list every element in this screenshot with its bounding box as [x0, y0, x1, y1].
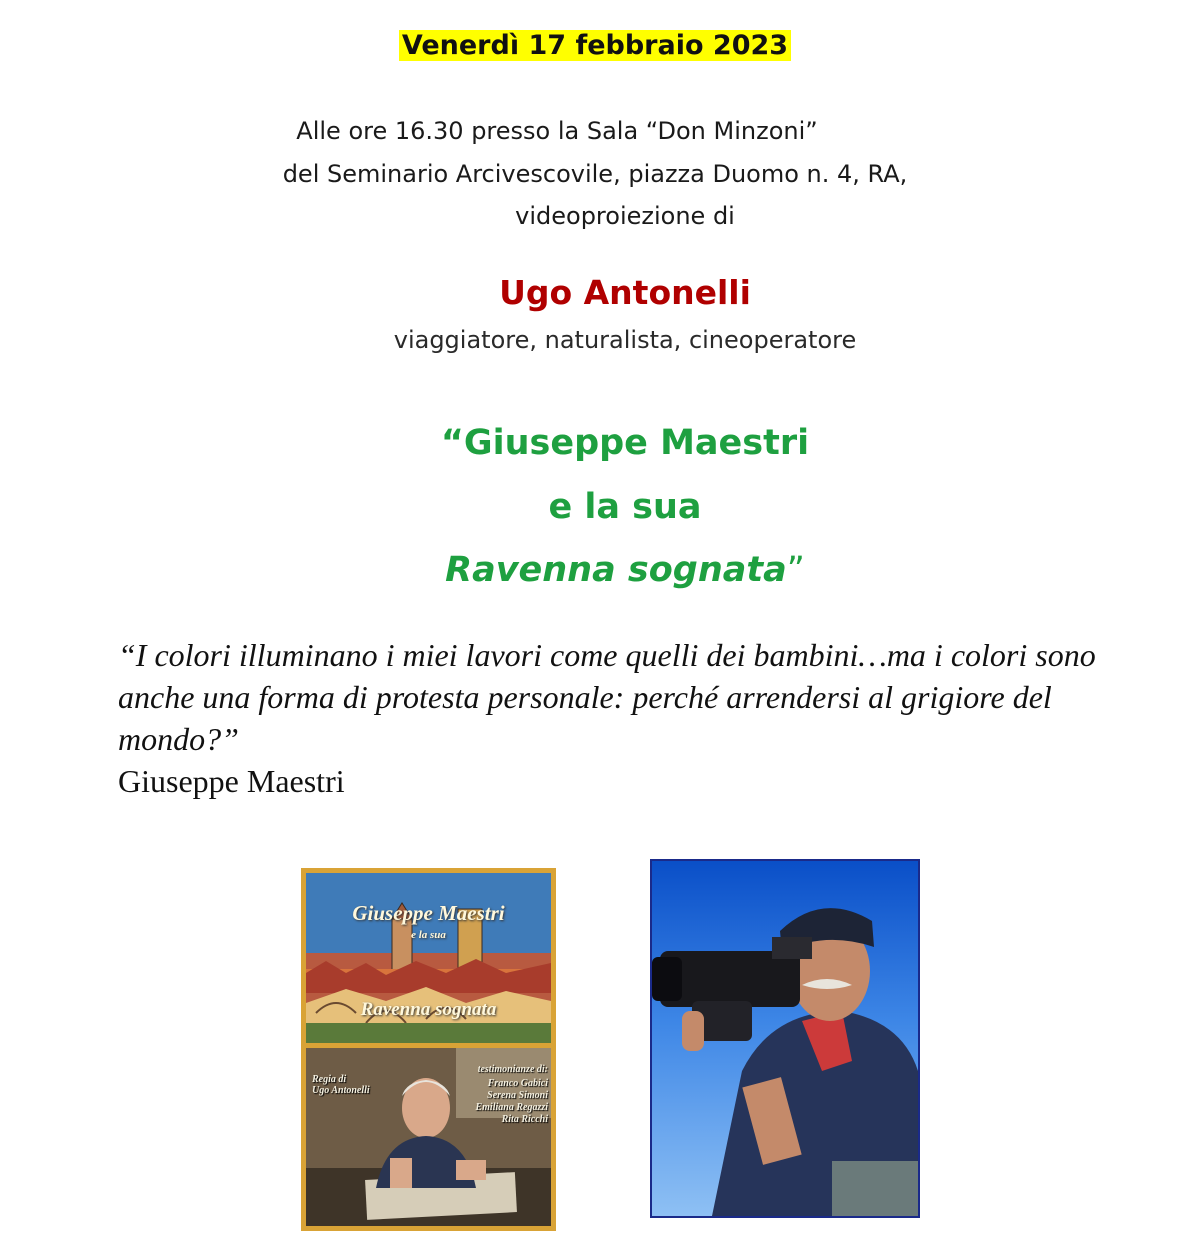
- event-type: videoproiezione di: [515, 202, 735, 230]
- film-title-line-1: “Giuseppe Maestri: [440, 423, 810, 463]
- quote-text: “I colori illuminano i miei lavori come quelli dei bambini…ma i colori sono anche una forma di protesta personale: perché arrendersi al grigiore del mondo?”: [118, 637, 1096, 757]
- event-date: [0, 30, 1190, 61]
- film-title-line-3: [30, 550, 1190, 590]
- dvd-title-2: Ravenna sognata: [360, 999, 497, 1020]
- film-title-line-2: e la sua: [548, 487, 702, 527]
- event-date-text: Venerdì 17 febbraio 2023: [399, 30, 791, 61]
- dvd-cover-painting: [306, 873, 551, 1043]
- dvd-cover-workshop-photo: [306, 1048, 551, 1226]
- dvd-testimonianza: Rita Ricchi: [501, 1114, 548, 1125]
- dvd-subtitle: e la sua: [411, 929, 446, 941]
- dvd-title: Giuseppe Maestri: [352, 901, 505, 925]
- quote-author: Giuseppe Maestri: [118, 763, 345, 799]
- dvd-cover-image: [301, 868, 556, 1231]
- dvd-regia-name: Ugo Antonelli: [312, 1085, 370, 1096]
- event-time-venue: Alle ore 16.30 presso la Sala “Don Minzoni”: [296, 117, 818, 145]
- film-title-italic: Ravenna sognata: [445, 550, 787, 590]
- cameraman-photo: [650, 859, 920, 1218]
- dvd-regia-label: Regia di: [312, 1074, 347, 1085]
- dvd-testimonianze-label: testimonianze di:: [477, 1064, 548, 1075]
- event-address: del Seminario Arcivescovile, piazza Duomo n. 4, RA,: [282, 160, 908, 188]
- dvd-regia: [312, 1074, 422, 1096]
- dvd-testimonianza: Serena Simoni: [487, 1090, 548, 1101]
- speaker-name: Ugo Antonelli: [499, 273, 751, 312]
- speaker-role: viaggiatore, naturalista, cineoperatore: [393, 326, 857, 354]
- dvd-testimonianze-list: [456, 1078, 548, 1126]
- dvd-testimonianza: Emiliana Regazzi: [475, 1102, 548, 1113]
- cameraman-photo-icon: [652, 861, 918, 1216]
- dvd-testimonianza: Franco Gabici: [487, 1078, 548, 1089]
- film-title-close-quote: ”: [786, 550, 805, 590]
